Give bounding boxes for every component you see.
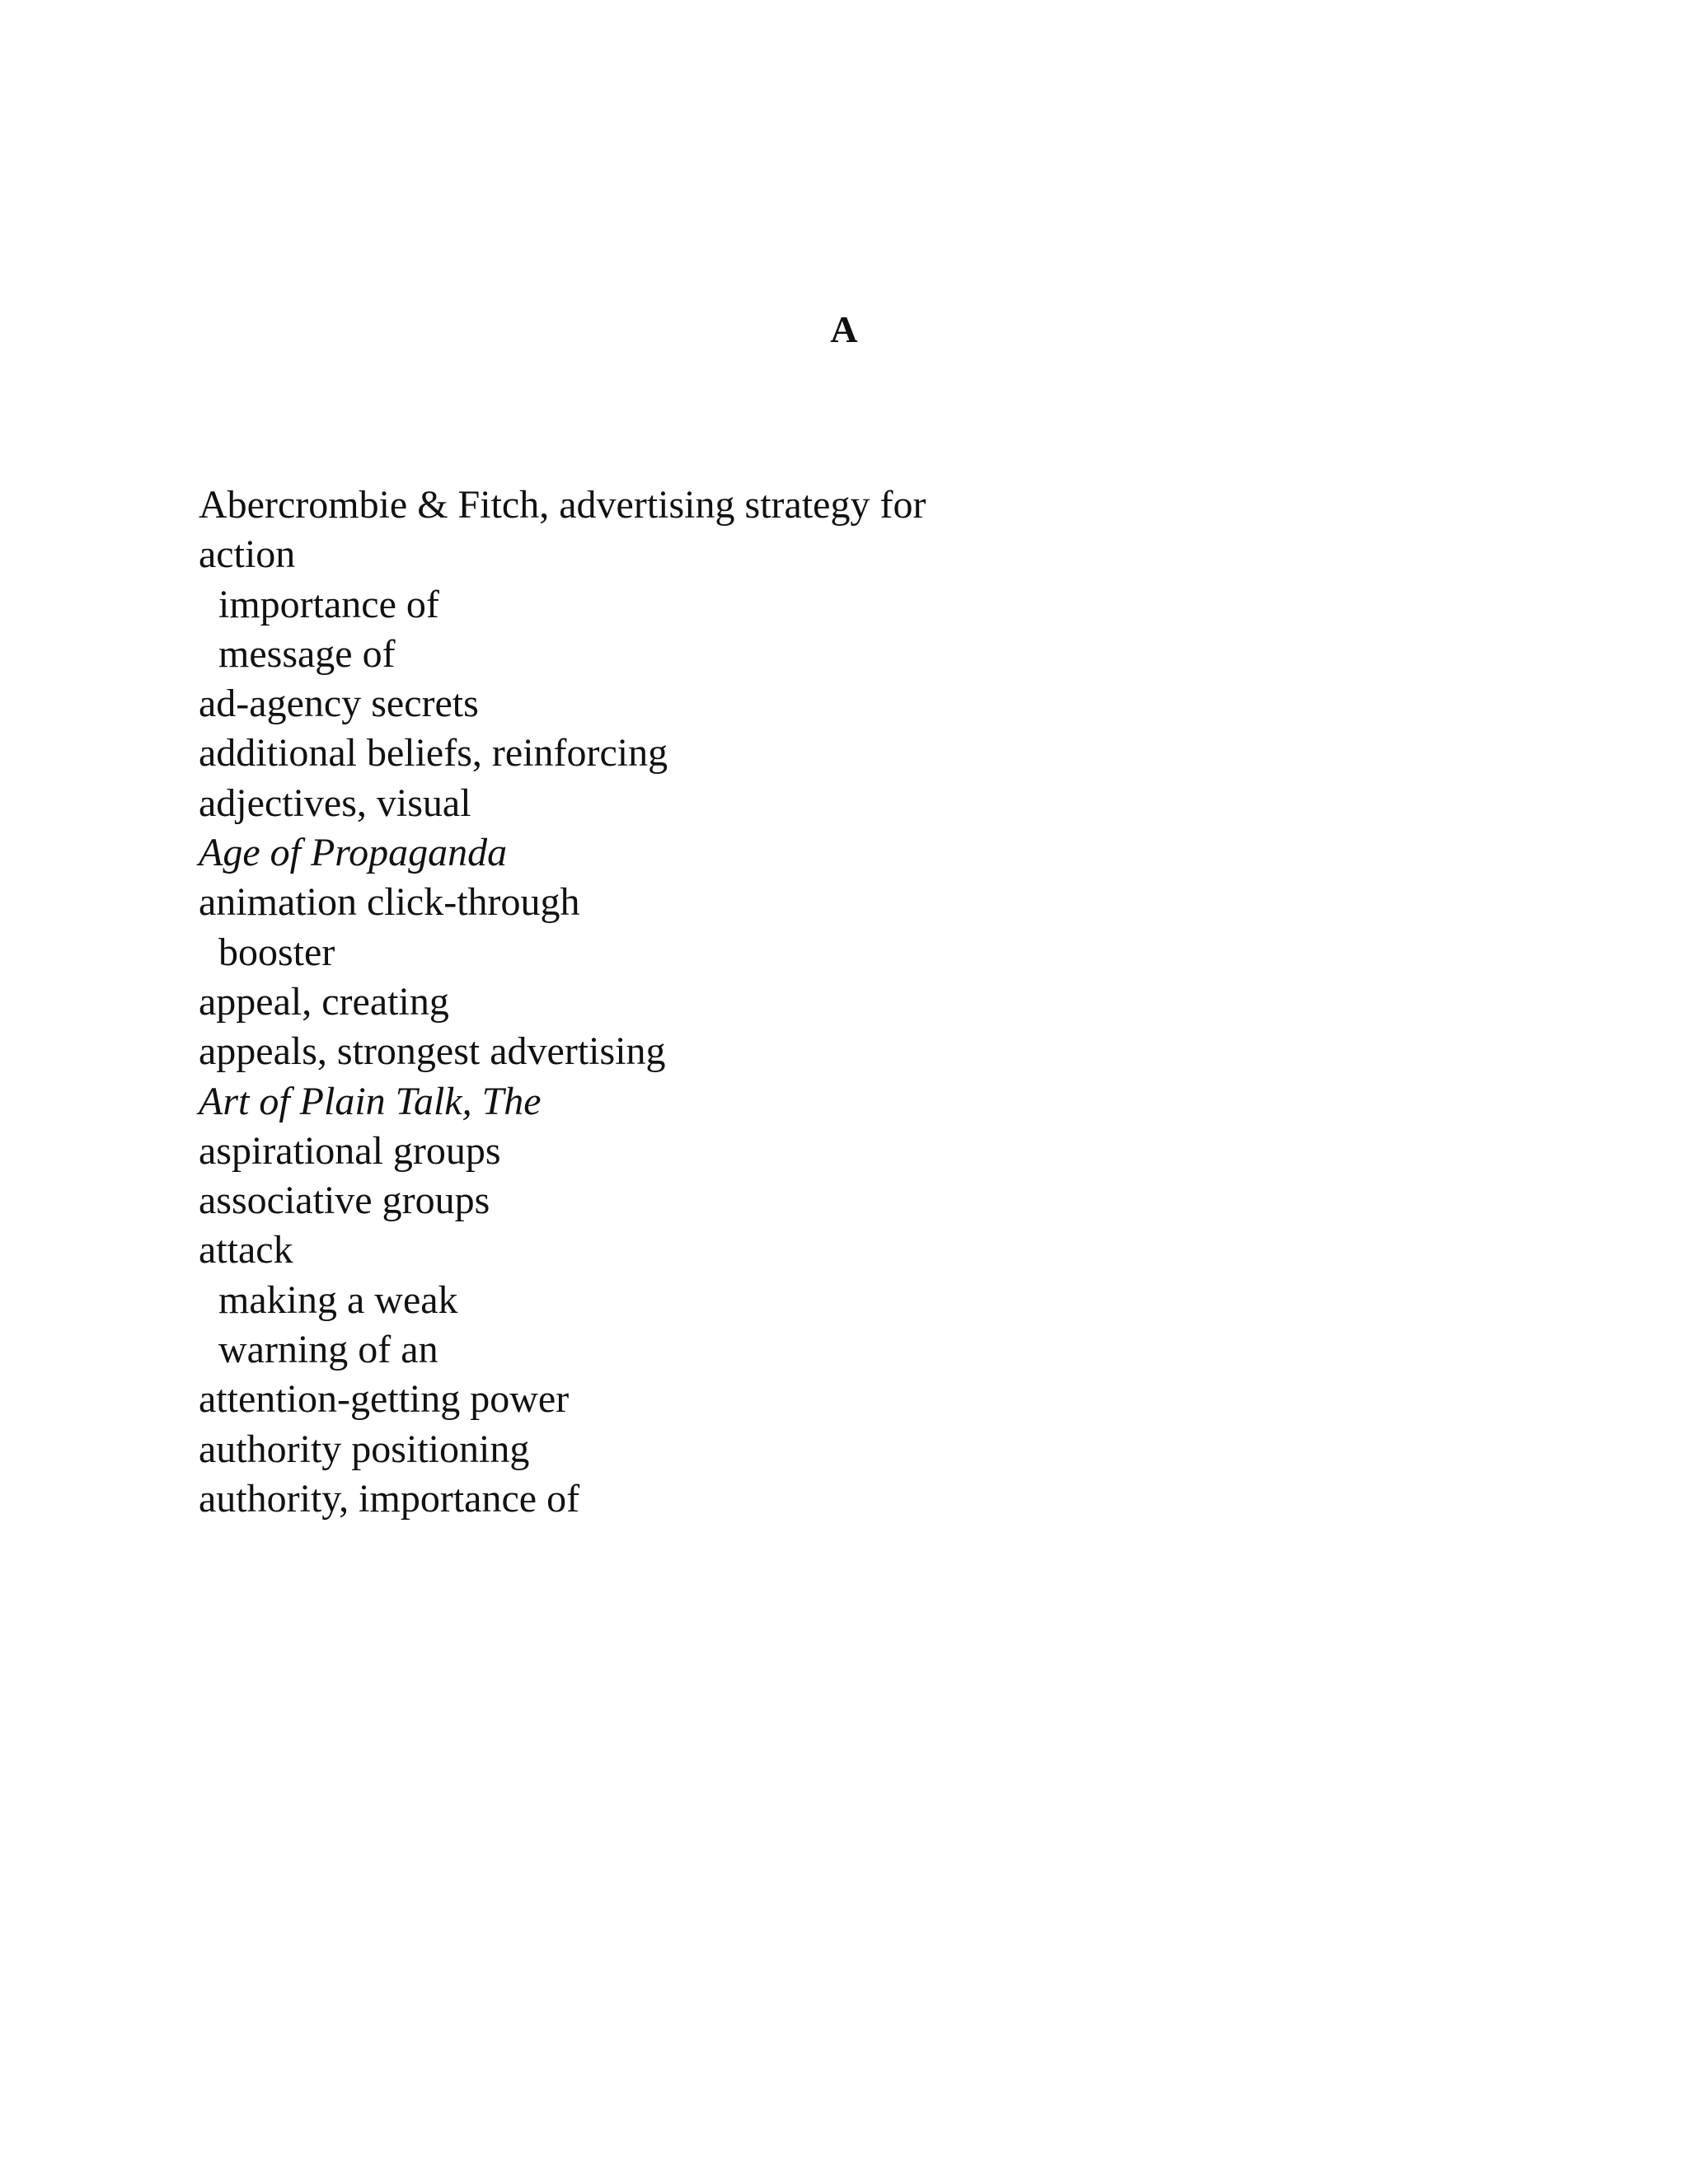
index-entry: animation click-through [199,880,580,925]
index-entry-list [199,480,926,1524]
index-entry: aspirational groups [199,1128,501,1173]
index-entry: authority positioning [199,1427,530,1471]
index-entry: adjectives, visual [199,780,471,825]
index-entry: associative groups [199,1179,490,1223]
index-subentry: booster [218,930,335,974]
index-entry: attack [199,1228,293,1272]
index-entry: action [199,532,296,577]
index-entry: appeals, strongest advertising [199,1029,666,1074]
index-subentry: warning of an [218,1328,438,1372]
index-entry: Abercrombie & Fitch, advertising strategy for [199,483,926,527]
index-subentry: making a weak [218,1277,458,1322]
index-entry: additional beliefs, reinforcing [199,731,668,776]
index-entry: authority, importance of [199,1476,580,1521]
index-entry: appeal, creating [199,979,449,1024]
index-entry: attention-getting power [199,1377,570,1422]
index-subentry: message of [218,631,396,676]
index-entry: ad-agency secrets [199,682,479,726]
section-letter-heading: A [830,308,858,350]
index-entry-title: Age of Propaganda [199,831,508,875]
index-entry-title: Art of Plain Talk, The [199,1079,542,1123]
index-subentry: importance of [218,582,439,626]
